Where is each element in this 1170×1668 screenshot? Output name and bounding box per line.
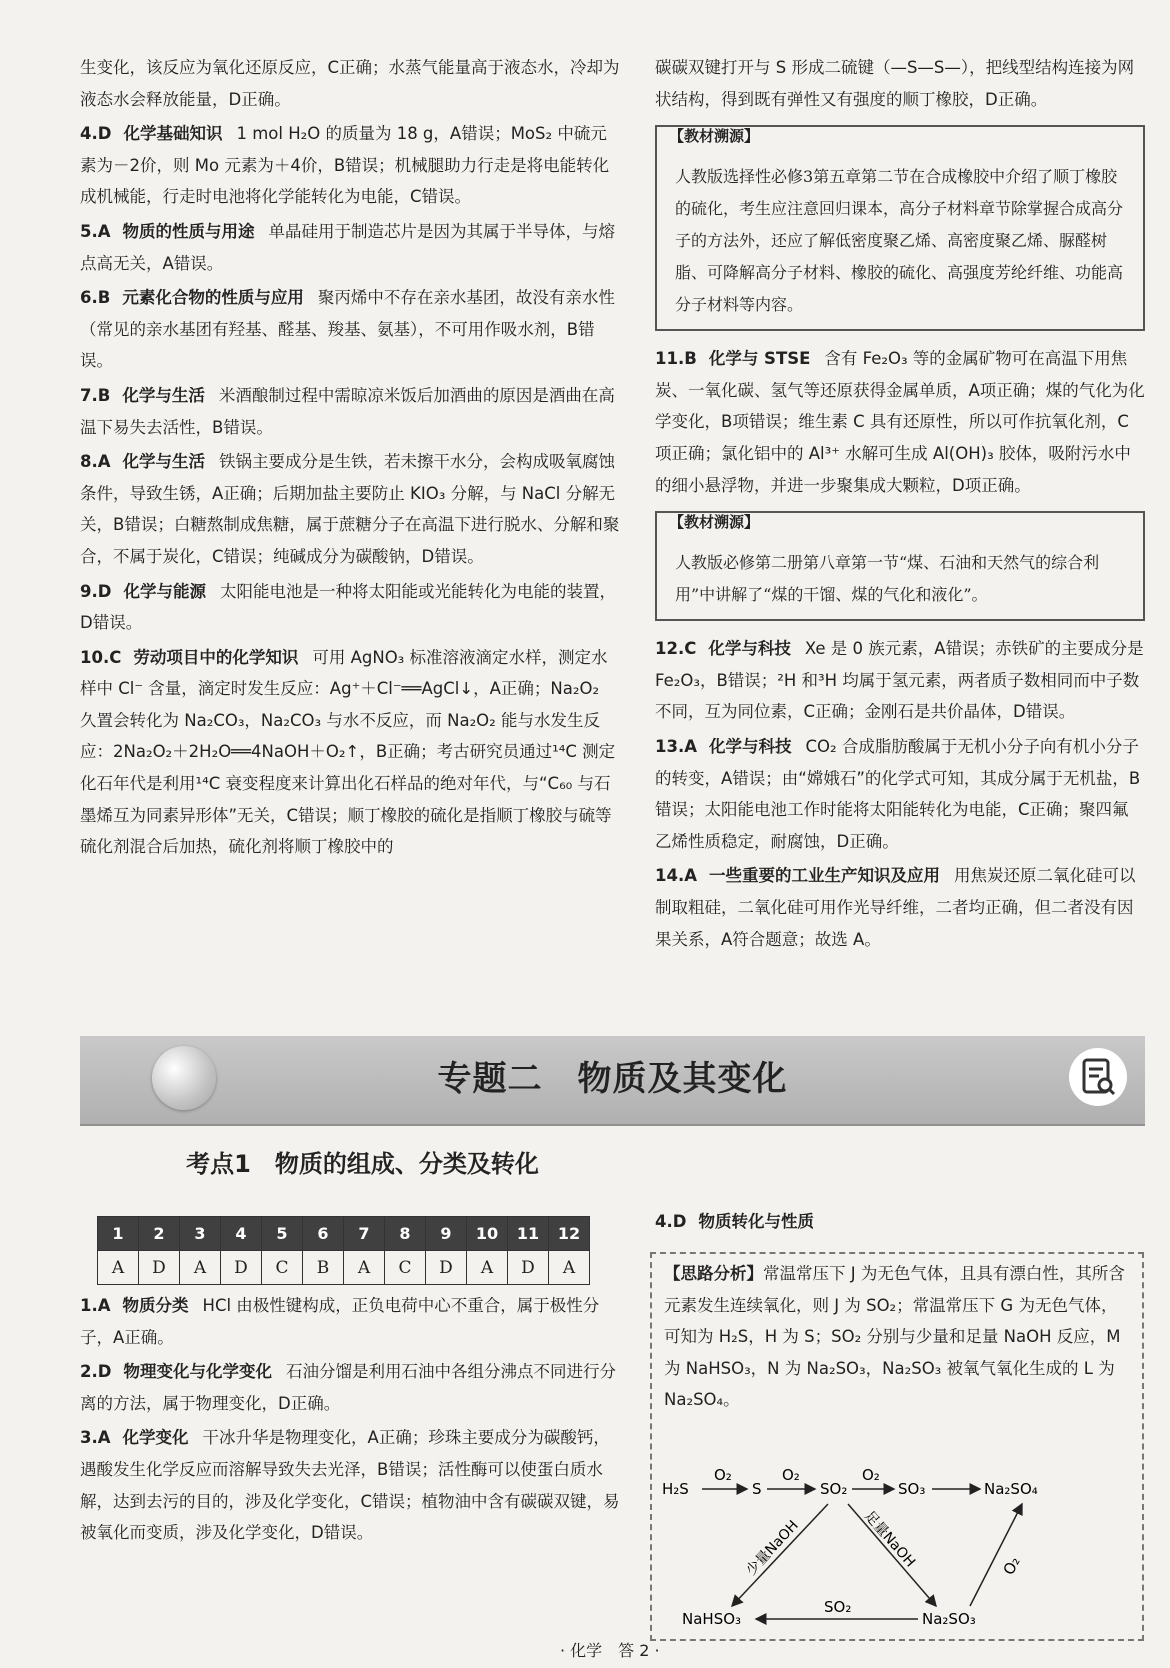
analysis-tag: 【思路分析】 <box>664 1264 763 1283</box>
answer-item-8: 8.A 化学与生活 铁锅主要成分是生铁，若未擦干水分，会构成吸氧腐蚀条件，导致生锈，A正确；后期加盐主要防止 KIO₃ 分解，与 NaCl 分解无关，B错误；白糖熬制成焦糖，属于蔗糖分子在高温下进行脱水、分解和聚合，不属于炭化，C错误；纯碱成分为碳酸钠，D错误。 <box>80 452 620 566</box>
source-text: 人教版必修第二册第八章第一节“煤、石油和天然气的综合利用”中讲解了“煤的干馏、煤的气化和液化”。 <box>675 553 1100 605</box>
answer-table-answer-row <box>98 1251 590 1285</box>
label-o2-3: O₂ <box>862 1466 880 1484</box>
question-number-cell: 2 <box>139 1217 180 1251</box>
document-search-icon <box>1069 1048 1127 1106</box>
answer-cell: D <box>426 1251 467 1285</box>
textbook-source-box <box>655 125 1145 331</box>
answer-item-9: 9.D 化学与能源 太阳能电池是一种将太阳能或光能转化为电能的装置，D错误。 <box>80 581 616 633</box>
continuation-text: 生变化，该反应为氧化还原反应，C正确；水蒸气能量高于液态水，冷却为液态水会释放能量，D正确。 <box>80 58 620 109</box>
bottom-left-column <box>80 1290 620 1552</box>
node-so3: SO₃ <box>898 1480 926 1498</box>
answer-cell: A <box>467 1251 508 1285</box>
node-nahso3: NaHSO₃ <box>682 1610 742 1628</box>
answer-table <box>97 1216 590 1285</box>
question-number-cell: 5 <box>262 1217 303 1251</box>
answer-cell: D <box>139 1251 180 1285</box>
node-na2so3: Na₂SO₃ <box>922 1610 976 1628</box>
node-so2: SO₂ <box>820 1480 848 1498</box>
source-tag: 【教材溯源】 <box>669 127 760 146</box>
bottom-right-column <box>655 1206 1145 1241</box>
answer-cell: D <box>221 1251 262 1285</box>
answer-table-header-row <box>98 1217 590 1251</box>
textbook-source-box <box>655 511 1145 621</box>
thinking-analysis-box <box>650 1252 1144 1641</box>
answer-item-2: 2.D 物理变化与化学变化 石油分馏是利用石油中各组分沸点不同进行分离的方法，属于物理变化，D正确。 <box>80 1362 616 1413</box>
answer-cell: B <box>303 1251 344 1285</box>
answer-cell: A <box>98 1251 139 1285</box>
answer-cell: D <box>508 1251 549 1285</box>
answer-item-6: 6.B 元素化合物的性质与应用 聚丙烯中不存在亲水基团，故没有亲水性（常见的亲水基团有羟基、醛基、羧基、氨基），不可用作吸水剂，B错误。 <box>80 288 615 371</box>
answer-cell: A <box>344 1251 385 1285</box>
answer-item-11: 11.B 化学与 STSE 含有 Fe₂O₃ 等的金属矿物可在高温下用焦炭、一氧化碳、氢气等还原获得金属单质，A项正确；煤的气化为化学变化，B项错误；维生素 C 具有还原性，所以可作抗氧化剂，C项正确；氯化铝中的 Al³⁺ 水解可生成 Al(OH)₃ 胶体，吸附污水中的细小悬浮物，并进一步聚集成大颗粒，D项正确。 <box>655 349 1145 495</box>
continuation-text: 碳碳双键打开与 S 形成二硫键（—S—S—），把线型结构连接为网状结构，得到既有弹性又有强度的顺丁橡胶，D正确。 <box>655 58 1135 109</box>
arrow-na2so3-na2so4 <box>970 1504 1022 1606</box>
answer-item-5: 5.A 物质的性质与用途 单晶硅用于制造芯片是因为其属于半导体，与熔点高无关，A错误。 <box>80 221 616 273</box>
answer-item-4: 4.D 化学基础知识 1 mol H₂O 的质量为 18 g，A错误；MoS₂ 中硫元素为－2价，则 Mo 元素为＋4价，B错误；机械腿助力行走是将电能转化成机械能，行走时电池将化学能转化为电能，C错误。 <box>80 124 610 207</box>
source-text: 人教版选择性必修3第五章第二节在合成橡胶中介绍了顺丁橡胶的硫化，考生应注意回归课本，高分子材料章节除掌握合成高分子的方法外，还应了解低密度聚乙烯、高密度聚乙烯、脲醛树脂、可降解高分子材料、橡胶的硫化、高强度芳纶纤维、功能高分子材料等内容。 <box>675 167 1124 315</box>
left-column <box>80 52 620 866</box>
source-tag: 【教材溯源】 <box>669 513 760 532</box>
section-title: 考点1 物质的组成、分类及转化 <box>186 1150 539 1178</box>
chapter-banner <box>80 1036 1145 1126</box>
question-number-cell: 3 <box>180 1217 221 1251</box>
answer-item-1: 1.A 物质分类 HCl 由极性键构成，正负电荷中心不重合，属于极性分子，A正确。 <box>80 1296 600 1347</box>
right-column <box>655 52 1145 958</box>
label-o2-1: O₂ <box>714 1466 732 1484</box>
answer-item-13: 13.A 化学与科技 CO₂ 合成脂肪酸属于无机小分子向有机小分子的转变，A错误；由“嫦娥石”的化学式可知，其成分属于无机盐，B错误；太阳能电池工作时能将太阳能转化为电能，C正确；聚四氟乙烯性质稳定，耐腐蚀，D正确。 <box>655 736 1141 851</box>
node-na2so4: Na₂SO₄ <box>984 1480 1038 1498</box>
label-small-naoh: 少量NaOH <box>743 1517 802 1579</box>
answer-cell: C <box>262 1251 303 1285</box>
label-so2: SO₂ <box>824 1598 852 1616</box>
answer-item-12: 12.C 化学与科技 Xe 是 0 族元素，A错误；赤铁矿的主要成分是 Fe₂O₃，B错误；²H 和³H 均属于氢元素，两者质子数相同而中子数不同，互为同位素，C正确；金刚石是共价晶体，D错误。 <box>655 639 1144 722</box>
question-number-cell: 4 <box>221 1217 262 1251</box>
label-o2-4: O₂ <box>999 1553 1024 1578</box>
answer-item-14: 14.A 一些重要的工业生产知识及应用 用焦炭还原二氧化硅可以制取粗硅，二氧化硅可用作光导纤维，二者均正确，但二者没有因果关系，A符合题意；故选 A。 <box>655 866 1136 949</box>
question-number-cell: 1 <box>98 1217 139 1251</box>
answer-cell: C <box>385 1251 426 1285</box>
page-number: · 化学 答 2 · <box>560 1641 660 1660</box>
analysis-text: 【思路分析】常温常压下 J 为无色气体，且具有漂白性，其所含元素发生连续氧化，则 J 为 SO₂；常温常压下 G 为无色气体，可知为 H₂S，H 为 S；SO₂ 分别与少量和足量 NaOH 反应，M 为 NaHSO₃，N 为 Na₂SO₃，Na₂SO₃ 被氧气氧化生成的 L 为 Na₂SO₄。 <box>664 1264 1125 1410</box>
question-number-cell: 12 <box>549 1217 590 1251</box>
node-h2s: H₂S <box>662 1480 689 1498</box>
node-s: S <box>752 1480 762 1498</box>
transformation-diagram <box>652 1254 1142 1639</box>
label-excess-naoh: 足量NaOH <box>860 1508 919 1571</box>
arrow-so2-na2so3 <box>848 1504 936 1606</box>
label-o2-2: O₂ <box>782 1466 800 1484</box>
arrow-so2-nahso3 <box>732 1504 828 1606</box>
question-number-cell: 11 <box>508 1217 549 1251</box>
answer-item-3: 3.A 化学变化 干冰升华是物理变化，A正确；珍珠主要成分为碳酸钙，遇酸发生化学反应而溶解导致失去光泽，B错误；活性酶可以使蛋白质水解，达到去污的目的，涉及化学变化，C错误；植物油中含有碳碳双键，易被氧化而变质，涉及化学变化，D错误。 <box>80 1428 620 1543</box>
question-number-cell: 7 <box>344 1217 385 1251</box>
answer-cell: A <box>180 1251 221 1285</box>
answer-item-7: 7.B 化学与生活 米酒酿制过程中需晾凉米饭后加酒曲的原因是酒曲在高温下易失去活性，B错误。 <box>80 385 615 437</box>
question-number-cell: 9 <box>426 1217 467 1251</box>
chapter-title: 专题二 物质及其变化 <box>437 1059 788 1099</box>
answer-item-10: 10.C 劳动项目中的化学知识 可用 AgNO₃ 标准溶液滴定水样，测定水样中 Cl⁻ 含量，滴定时发生反应：Ag⁺＋Cl⁻══AgCl↓，A正确；Na₂O₂ 久置会转化为 Na₂CO₃，Na₂CO₃ 与水不反应，而 Na₂O₂ 能与水发生反应：2Na₂O₂＋2H₂O══4NaOH＋O₂↑，B正确；考古研究员通过¹⁴C 测定化石年代是利用¹⁴C 衰变程度来计算出化石样品的绝对年代，与“C₆₀ 与石墨烯互为同素异形体”无关，C错误；顺丁橡胶的硫化是指顺丁橡胶与硫等硫化剂混合后加热，硫化剂将顺丁橡胶中的 <box>80 647 616 857</box>
question-number-cell: 6 <box>303 1217 344 1251</box>
question-number-cell: 8 <box>385 1217 426 1251</box>
question-number-cell: 10 <box>467 1217 508 1251</box>
answer-cell: A <box>549 1251 590 1285</box>
answer-item-4-heading: 4.D 物质转化与性质 <box>655 1212 814 1231</box>
